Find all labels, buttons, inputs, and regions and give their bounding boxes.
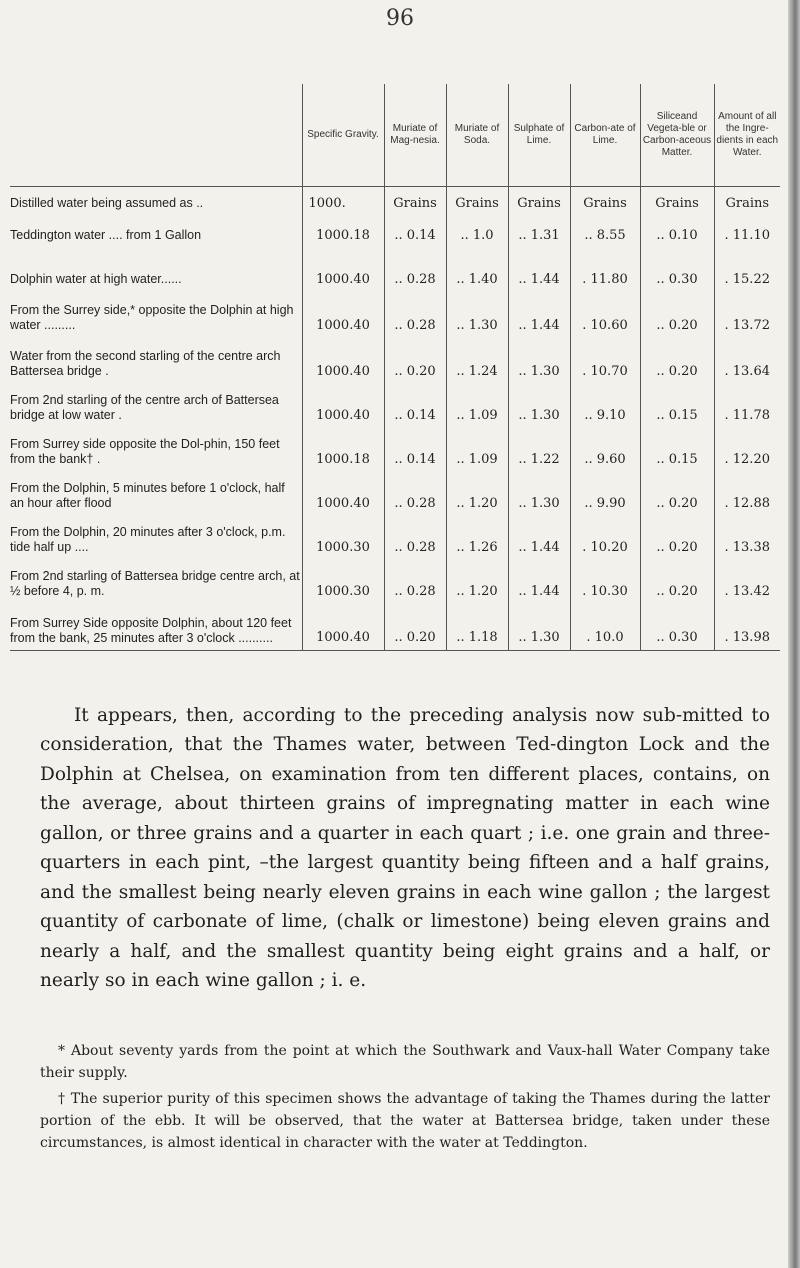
cell-specific-gravity: 1000.30: [302, 512, 384, 556]
header-description: [10, 84, 302, 187]
header-carbonate-lime: Carbon-ate of Lime.: [570, 84, 640, 187]
cell-muriate-soda: .. 1.09: [446, 380, 508, 424]
row-description: Dolphin water at high water......: [10, 272, 182, 286]
cell-siliceous-matter: .. 0.20: [640, 288, 714, 334]
cell-specific-gravity: 1000.40: [302, 380, 384, 424]
cell-specific-gravity: 1000.40: [302, 600, 384, 651]
cell-muriate-magnesia: .. 0.20: [384, 600, 446, 651]
header-amount-ingredients: Amount of all the Ingre-dients in each Water.: [714, 84, 780, 187]
table-row: [10, 600, 780, 651]
cell-sulphate-lime: .. 1.30: [508, 468, 570, 512]
row-description: Teddington water .... from 1 Gallon: [10, 227, 202, 242]
cell-muriate-soda: .. 1.09: [446, 424, 508, 468]
cell-sulphate-lime: .. 1.30: [508, 334, 570, 380]
cell-muriate-magnesia: .. 0.28: [384, 251, 446, 288]
cell-sulphate-lime: .. 1.44: [508, 288, 570, 334]
table-row: [10, 424, 780, 468]
cell-sulphate-lime: .. 1.44: [508, 512, 570, 556]
cell-muriate-soda: .. 1.26: [446, 512, 508, 556]
page-number: 96: [386, 6, 414, 31]
table-row: [10, 288, 780, 334]
header-siliceous-matter: Siliceand Vegeta-ble or Carbon-aceous Matter.: [640, 84, 714, 187]
cell-amount: . 12.88: [714, 468, 780, 512]
cell-muriate-magnesia: .. 0.20: [384, 334, 446, 380]
cell-muriate-soda: .. 1.20: [446, 468, 508, 512]
body-paragraph: It appears, then, according to the preceding analysis now sub-mitted to consideration, that the Thames water, between Ted-dington Lock and the Dolphin at Chelsea, on examination from ten different places, contains, on the average, about thirteen grains of impregnating matter in each wine gallon, or three grains and a quarter in each quart ; i.e. one grain and three-quarters in each pint, –the largest quantity being fifteen and a half grains, and the smallest being nearly eleven grains in each wine gallon ; the largest quantity of carbonate of lime, (chalk or limestone) being eleven grains and nearly a half, and the smallest quantity being eight grains and a half, or nearly so in each wine gallon ; i. e.: [40, 704, 770, 991]
cell-amount: . 11.10: [714, 220, 780, 251]
cell-sulphate-lime: .. 1.30: [508, 600, 570, 651]
cell-carbonate-lime: Grains: [570, 187, 640, 221]
cell-carbonate-lime: . 11.80: [570, 251, 640, 288]
row-description: From the Dolphin, 20 minutes after 3 o'clock, p.m. tide half up ....: [10, 525, 286, 554]
row-description: From Surrey side opposite the Dol-phin, 150 feet from the bank† .: [10, 437, 280, 466]
header-muriate-magnesia: Muriate of Mag-nesia.: [384, 84, 446, 187]
cell-carbonate-lime: . 10.30: [570, 556, 640, 600]
cell-specific-gravity: 1000.18: [302, 424, 384, 468]
cell-siliceous-matter: .. 0.30: [640, 251, 714, 288]
cell-muriate-magnesia: .. 0.14: [384, 424, 446, 468]
cell-sulphate-lime: .. 1.31: [508, 220, 570, 251]
cell-amount: . 13.64: [714, 334, 780, 380]
cell-specific-gravity: 1000.40: [302, 468, 384, 512]
table-row: [10, 251, 780, 288]
cell-siliceous-matter: .. 0.20: [640, 334, 714, 380]
cell-siliceous-matter: .. 0.20: [640, 512, 714, 556]
cell-muriate-magnesia: .. 0.14: [384, 380, 446, 424]
row-description: From the Dolphin, 5 minutes before 1 o'clock, half an hour after flood: [10, 481, 285, 510]
cell-specific-gravity: 1000.40: [302, 251, 384, 288]
header-muriate-soda: Muriate of Soda.: [446, 84, 508, 187]
cell-muriate-magnesia: .. 0.28: [384, 512, 446, 556]
table-row: [10, 512, 780, 556]
cell-muriate-soda: .. 1.20: [446, 556, 508, 600]
cell-muriate-soda: .. 1.40: [446, 251, 508, 288]
row-description: From 2nd starling of Battersea bridge centre arch, at ½ before 4, p. m.: [10, 569, 300, 598]
table-row: [10, 556, 780, 600]
header-specific-gravity: Specific Gravity.: [302, 84, 384, 187]
cell-carbonate-lime: .. 9.90: [570, 468, 640, 512]
row-description: From the Surrey side,* opposite the Dolphin at high water .........: [10, 303, 294, 332]
table-row: [10, 468, 780, 512]
page-binding-edge: [788, 0, 800, 1268]
cell-carbonate-lime: . 10.60: [570, 288, 640, 334]
row-description: Water from the second starling of the centre arch Battersea bridge .: [10, 349, 281, 378]
cell-amount: . 12.20: [714, 424, 780, 468]
cell-amount: . 13.98: [714, 600, 780, 651]
cell-specific-gravity: 1000.30: [302, 556, 384, 600]
cell-sulphate-lime: .. 1.44: [508, 251, 570, 288]
cell-amount: . 13.38: [714, 512, 780, 556]
table-row: [10, 220, 780, 251]
cell-carbonate-lime: .. 9.10: [570, 380, 640, 424]
cell-carbonate-lime: .. 8.55: [570, 220, 640, 251]
row-description: From 2nd starling of the centre arch of Battersea bridge at low water .: [10, 393, 279, 422]
cell-muriate-soda: Grains: [446, 187, 508, 221]
cell-muriate-soda: .. 1.24: [446, 334, 508, 380]
cell-carbonate-lime: . 10.20: [570, 512, 640, 556]
cell-specific-gravity: 1000.: [302, 187, 384, 221]
cell-siliceous-matter: .. 0.20: [640, 556, 714, 600]
cell-siliceous-matter: .. 0.15: [640, 424, 714, 468]
cell-amount: . 11.78: [714, 380, 780, 424]
cell-amount: Grains: [714, 187, 780, 221]
cell-muriate-magnesia: .. 0.28: [384, 468, 446, 512]
cell-muriate-magnesia: Grains: [384, 187, 446, 221]
cell-muriate-magnesia: .. 0.28: [384, 556, 446, 600]
cell-siliceous-matter: .. 0.30: [640, 600, 714, 651]
cell-muriate-magnesia: .. 0.28: [384, 288, 446, 334]
cell-amount: . 13.72: [714, 288, 780, 334]
cell-muriate-soda: .. 1.18: [446, 600, 508, 651]
cell-specific-gravity: 1000.40: [302, 334, 384, 380]
table-header-row: [10, 84, 780, 187]
cell-sulphate-lime: Grains: [508, 187, 570, 221]
cell-siliceous-matter: .. 0.15: [640, 380, 714, 424]
cell-siliceous-matter: Grains: [640, 187, 714, 221]
cell-specific-gravity: 1000.18: [302, 220, 384, 251]
header-sulphate-lime: Sulphate of Lime.: [508, 84, 570, 187]
cell-amount: . 15.22: [714, 251, 780, 288]
footnote-asterisk: * About seventy yards from the point at which the Southwark and Vaux-hall Water Company take their supply.: [40, 1043, 770, 1081]
cell-carbonate-lime: .. 9.60: [570, 424, 640, 468]
cell-sulphate-lime: .. 1.44: [508, 556, 570, 600]
cell-amount: . 13.42: [714, 556, 780, 600]
cell-muriate-soda: .. 1.0: [446, 220, 508, 251]
cell-muriate-soda: .. 1.30: [446, 288, 508, 334]
cell-siliceous-matter: .. 0.20: [640, 468, 714, 512]
row-description: From Surrey Side opposite Dolphin, about 120 feet from the bank, 25 minutes after 3 o'clock ..........: [10, 600, 302, 651]
cell-carbonate-lime: . 10.70: [570, 334, 640, 380]
footnote-dagger: † The superior purity of this specimen shows the advantage of taking the Thames during the latter portion of the ebb. It will be observed, that the water at Battersea bridge, taken under these circumstances, is almost identical in character with the water at Teddington.: [40, 1091, 770, 1151]
cell-specific-gravity: 1000.40: [302, 288, 384, 334]
cell-sulphate-lime: .. 1.22: [508, 424, 570, 468]
table-row: [10, 380, 780, 424]
table-row: [10, 187, 780, 221]
analysis-table-container: [10, 84, 780, 651]
water-analysis-table: [10, 84, 780, 651]
cell-muriate-magnesia: .. 0.14: [384, 220, 446, 251]
row-description: Distilled water being assumed as ..: [10, 195, 204, 210]
cell-carbonate-lime: . 10.0: [570, 600, 640, 651]
table-row: [10, 334, 780, 380]
cell-siliceous-matter: .. 0.10: [640, 220, 714, 251]
cell-sulphate-lime: .. 1.30: [508, 380, 570, 424]
